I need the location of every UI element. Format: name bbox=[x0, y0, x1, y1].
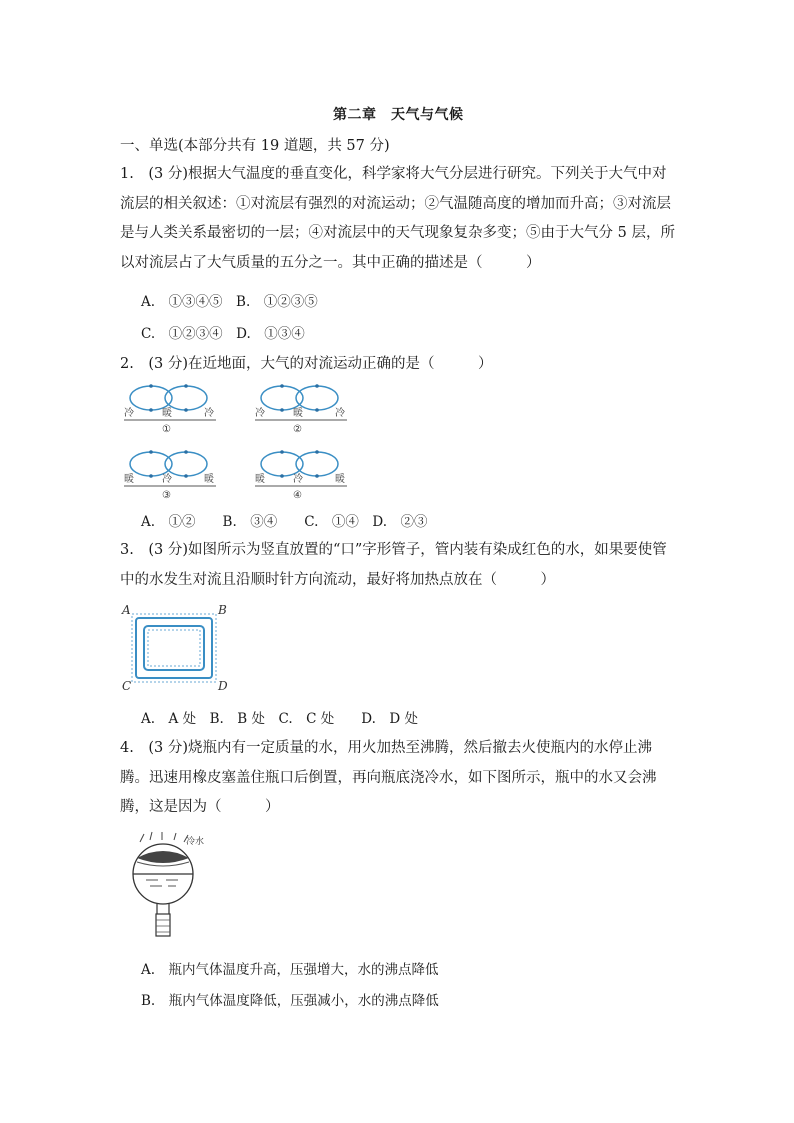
flask-shaded-top bbox=[137, 851, 189, 863]
convection-panel-2 bbox=[255, 384, 347, 435]
rubber-stopper bbox=[156, 914, 170, 936]
corner-label-d: D bbox=[218, 679, 228, 693]
question-4-option-b: B. 瓶内气体温度降低，压强减小，水的沸点降低 bbox=[141, 993, 439, 1009]
panel-2-label-left: 冷 bbox=[255, 408, 265, 419]
corner-label-a: A bbox=[122, 603, 131, 617]
panel-4-label-mid: 冷 bbox=[293, 474, 303, 485]
question-3-stem: 3. (3 分)如图所示为竖直放置的“口”字形管子，管内装有染成红色的水，如果要使管中的水发生对流且沿顺时针方向流动，最好将加热点放在（ ） bbox=[120, 542, 667, 588]
page-title: 第二章 天气与气候 bbox=[333, 107, 464, 123]
cold-water-label: 冷水 bbox=[186, 837, 205, 847]
panel-2-label-right: 冷 bbox=[335, 408, 345, 419]
flask-diagram bbox=[120, 828, 230, 944]
panel-3-label-mid: 冷 bbox=[162, 474, 172, 485]
question-1-options-row-2: C. ①②③④ D. ①③④ bbox=[141, 326, 305, 342]
question-1-options-row-1: A. ①③④⑤ B. ①②③⑤ bbox=[141, 294, 318, 310]
panel-2-label-mid: 暖 bbox=[293, 408, 303, 419]
panel-3-number: ③ bbox=[162, 490, 171, 501]
water-lines bbox=[146, 880, 178, 886]
question-2-options: A. ①② B. ③④ C. ①④ D. ②③ bbox=[141, 514, 428, 530]
panel-3-label-left: 暖 bbox=[124, 474, 134, 485]
question-2-stem: 2. (3 分)在近地面，大气的对流运动正确的是（ ） bbox=[120, 356, 493, 372]
panel-4-label-right: 暖 bbox=[335, 474, 345, 485]
panel-1-number: ① bbox=[162, 424, 171, 435]
corner-label-c: C bbox=[122, 679, 132, 693]
panel-4-number: ④ bbox=[293, 490, 302, 501]
convection-panel-1 bbox=[124, 384, 216, 435]
flask-neck bbox=[157, 903, 169, 914]
convection-panel-3 bbox=[124, 450, 216, 501]
question-1-stem: 1. (3 分)根据大气温度的垂直变化，科学家将大气分层进行研究。下列关于大气中对流层的相关叙述：①对流层有强烈的对流运动；②气温随高度的增加而升高；③对流层是与人类关系最密切的一层；④对流层中的天气现象复杂多变；⑤由于大气分 5 层，所以对流层占了大气质量的五分之一。其中正确的描述是（ ） bbox=[120, 166, 675, 271]
square-tube-diagram bbox=[118, 600, 236, 696]
cold-water-streaks bbox=[140, 832, 188, 842]
question-4-stem: 4. (3 分)烧瓶内有一定质量的水，用火加热至沸腾，然后撤去火使瓶内的水停止沸腾。迅速用橡皮塞盖住瓶口后倒置，再向瓶底浇冷水，如下图所示，瓶中的水又会沸腾，这是因为（ ） bbox=[120, 740, 657, 815]
panel-3-label-right: 暖 bbox=[204, 474, 214, 485]
panel-1-label-mid: 暖 bbox=[162, 408, 172, 419]
question-3-options: A. A 处 B. B 处 C. C 处 D. D 处 bbox=[141, 711, 419, 727]
tube-inner-wall bbox=[144, 626, 204, 670]
convection-diagram bbox=[110, 376, 360, 502]
corner-label-b: B bbox=[218, 603, 227, 617]
panel-2-number: ② bbox=[293, 424, 302, 435]
panel-1-label-left: 冷 bbox=[124, 408, 134, 419]
convection-panel-4 bbox=[255, 450, 347, 501]
question-4-option-a: A. 瓶内气体温度升高，压强增大，水的沸点降低 bbox=[141, 962, 439, 978]
panel-4-label-left: 暖 bbox=[255, 474, 265, 485]
panel-1-label-right: 冷 bbox=[204, 408, 214, 419]
section-header: 一、单选(本部分共有 19 道题，共 57 分) bbox=[120, 138, 390, 154]
